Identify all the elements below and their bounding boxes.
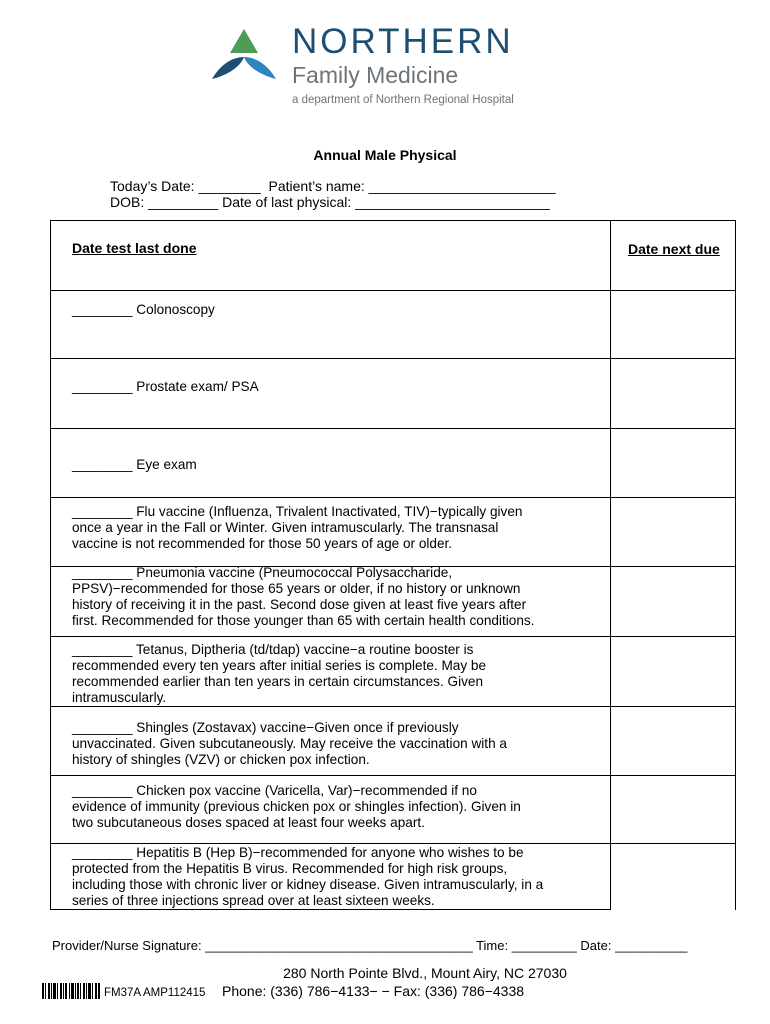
screening-table bbox=[50, 220, 736, 910]
row-hepatitis-b-vaccine: ________ Hepatitis B (Hep B)−recommended for anyone who wishes to be protected from the Hepatitis B virus. Recommended for high risk groups, including those with chronic liver or kidney disease. Given intramuscularly, in a series of three injections spread over at least sixteen weeks. bbox=[72, 845, 544, 908]
address-text: 280 North Pointe Blvd., Mount Airy, NC 27030 bbox=[283, 965, 567, 981]
column-header-last-done: Date test last done bbox=[72, 240, 197, 256]
column-header-next-due: Date next due bbox=[628, 241, 720, 257]
form-code: FM37A AMP112415 bbox=[104, 987, 206, 999]
row-chicken-pox-vaccine: ________ Chicken pox vaccine (Varicella, Var)−recommended if no evidence of immunity (previous chicken pox or shingles infection). Given in two subcutaneous doses spaced at least four weeks apart. bbox=[72, 783, 521, 830]
row-flu-vaccine: ________ Flu vaccine (Influenza, Trivalent Inactivated, TIV)−typically given once a year in the Fall or Winter. Given intramuscularly. The transnasal vaccine is not recommended for those 50 years of age or older. bbox=[72, 504, 523, 551]
dob-last-physical-line: DOB: _________ Date of last physical: _________________________ bbox=[110, 194, 550, 210]
brand-subtitle: Family Medicine bbox=[292, 62, 459, 88]
brand-name: NORTHERN bbox=[292, 22, 514, 61]
row-shingles-vaccine: ________ Shingles (Zostavax) vaccine−Given once if previously unvaccinated. Given subcutaneously. May receive the vaccination with a history of shingles (VZV) or chicken pox infection. bbox=[72, 720, 507, 767]
barcode-icon bbox=[42, 983, 100, 999]
row-prostate-exam: ________ Prostate exam/ PSA bbox=[72, 379, 259, 394]
row-eye-exam: ________ Eye exam bbox=[72, 457, 197, 472]
brand-tagline: a department of Northern Regional Hospital bbox=[292, 94, 514, 106]
date-patient-line: Today’s Date: ________ Patient’s name: ________________________ bbox=[110, 178, 556, 194]
row-pneumonia-vaccine: ________ Pneumonia vaccine (Pneumococcal Polysaccharide, PPSV)−recommended for those 65 years or older, if no history or unknown history of receiving it in the past. Second dose given at least five years after first. Recommended for those younger than 65 with certain health conditions. bbox=[72, 565, 535, 628]
northern-logo-mark bbox=[210, 27, 278, 83]
form-title: Annual Male Physical bbox=[313, 147, 457, 163]
address-line bbox=[0, 965, 770, 981]
row-colonoscopy: ________ Colonoscopy bbox=[72, 302, 215, 317]
phone-fax-line: Phone: (336) 786−4133− − Fax: (336) 786−4338 bbox=[222, 983, 525, 999]
signature-line: Provider/Nurse Signature: _____________________________________ Time: _________ Date: __________ bbox=[52, 938, 688, 953]
row-tetanus-vaccine: ________ Tetanus, Diptheria (td/tdap) vaccine−a routine booster is recommended every ten years after initial series is complete. May be recommended earlier than ten years in certain circumstances. Given intramuscularly. bbox=[72, 642, 487, 705]
